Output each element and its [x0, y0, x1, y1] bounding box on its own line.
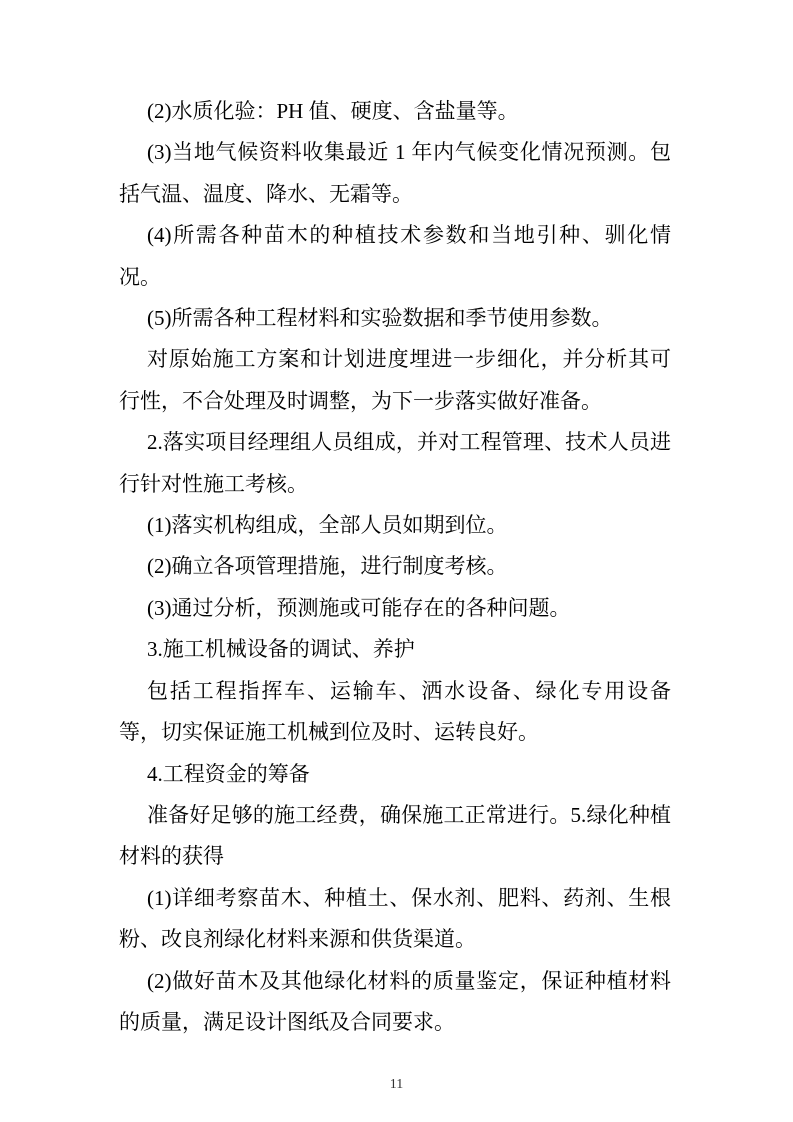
paragraph: (2)确立各项管理措施，进行制度考核。: [147, 554, 508, 579]
paragraph: 准备好足够的施工经费，确保施工正常进行。5.绿化种植材料的获得: [119, 802, 671, 869]
paragraph: (2)水质化验：PH 值、硬度、含盐量等。: [147, 99, 519, 123]
paragraph: 4.工程资金的筹备: [147, 761, 310, 786]
paragraph: 包括工程指挥车、运输车、洒水设备、绿化专用设备等，切实保证施工机械到位及时、运转良好。: [119, 678, 671, 745]
paragraph: 对原始施工方案和计划进度埋进一步细化，并分析其可行性，不合处理及时调整，为下一步落实做好准备。: [119, 347, 671, 413]
paragraph: (2)做好苗木及其他绿化材料的质量鉴定，保证种植材料的质量，满足设计图纸及合同要求。: [119, 968, 671, 1034]
document-body: [119, 91, 671, 1043]
paragraph: (1)详细考察苗木、种植土、保水剂、肥料、药剂、生根粉、改良剂绿化材料来源和供货渠道。: [119, 885, 671, 952]
paragraph: 3.施工机械设备的调试、养护: [147, 637, 415, 662]
paragraph: (4)所需各种苗木的种植技术参数和当地引种、驯化情况。: [119, 223, 671, 289]
paragraph: (3)通过分析，预测施或可能存在的各种问题。: [147, 595, 571, 620]
paragraph: (3)当地气候资料收集最近 1 年内气候变化情况预测。包括气温、温度、降水、无霜等。: [119, 140, 671, 206]
paragraph: (5)所需各种工程材料和实验数据和季节使用参数。: [147, 306, 613, 331]
paragraph: 2.落实项目经理组人员组成，并对工程管理、技术人员进行针对性施工考核。: [119, 430, 671, 496]
page-number: 11: [389, 1077, 404, 1092]
paragraph: (1)落实机构组成，全部人员如期到位。: [147, 513, 508, 538]
